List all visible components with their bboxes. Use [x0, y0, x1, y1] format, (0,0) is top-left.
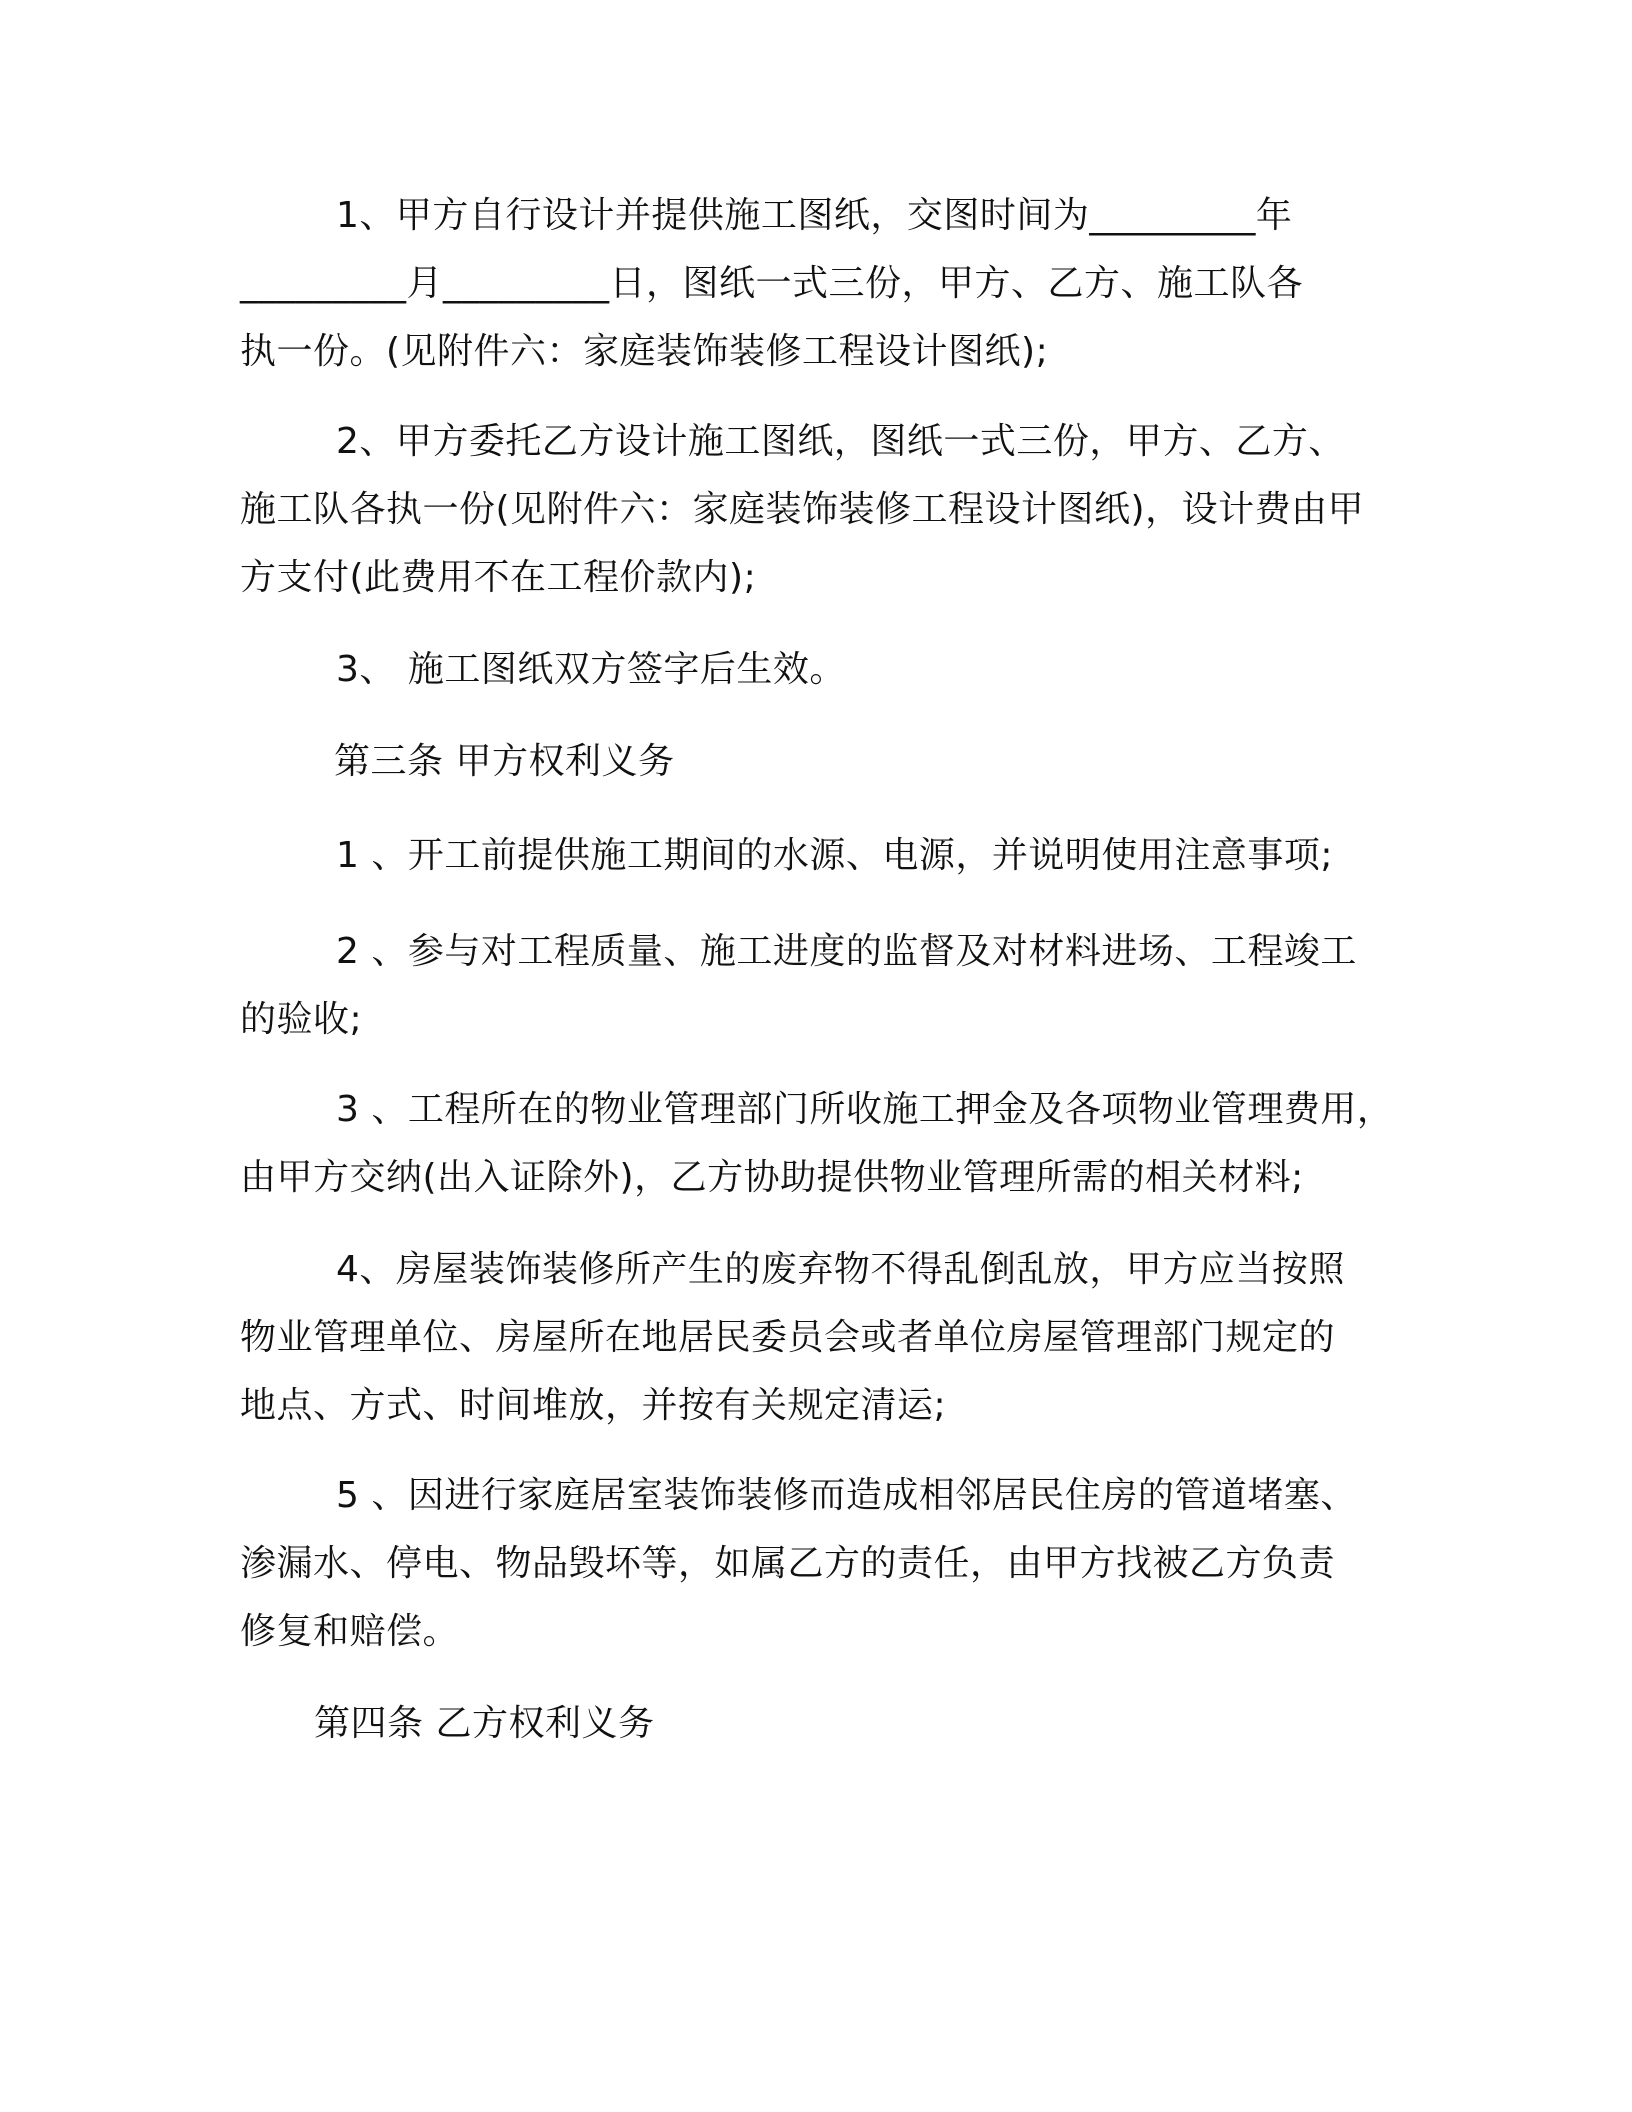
paragraph-party-a-duty-3: [240, 1076, 1400, 1212]
text-line: 由甲方交纳(出入证除外)，乙方协助提供物业管理所需的相关材料;: [240, 1157, 1304, 1198]
section-heading-article-4: [314, 1690, 654, 1758]
section-heading-article-3: [334, 728, 674, 796]
paragraph-party-a-duty-4: [240, 1236, 1400, 1440]
text-line: 修复和赔偿。: [240, 1611, 460, 1652]
paragraph-party-a-duty-1: [240, 822, 1400, 890]
text-line: 物业管理单位、房屋所在地居民委员会或者单位房屋管理部门规定的: [240, 1317, 1336, 1358]
text-line: 的验收;: [240, 999, 363, 1040]
text-line: 执一份。(见附件六：家庭装饰装修工程设计图纸);: [240, 331, 1049, 372]
heading-text: 第四条 乙方权利义务: [314, 1703, 655, 1744]
paragraph-party-a-duty-5: [240, 1462, 1400, 1666]
text-line: 方支付(此费用不在工程价款内);: [240, 557, 757, 598]
text-line: 1 、开工前提供施工期间的水源、电源，并说明使用注意事项;: [336, 835, 1333, 876]
text-line: 3、 施工图纸双方签字后生效。: [336, 649, 846, 690]
text-line: 1、甲方自行设计并提供施工图纸，交图时间为_________年: [336, 195, 1293, 236]
text-line: 地点、方式、时间堆放，并按有关规定清运;: [240, 1385, 947, 1426]
text-line: 施工队各执一份(见附件六：家庭装饰装修工程设计图纸)，设计费由甲: [240, 489, 1365, 530]
text-line: 渗漏水、停电、物品毁坏等，如属乙方的责任，由甲方找被乙方负责: [240, 1543, 1336, 1584]
text-line: 5 、因进行家庭居室装饰装修而造成相邻居民住房的管道堵塞、: [336, 1475, 1357, 1516]
text-line: 3 、工程所在的物业管理部门所收施工押金及各项物业管理费用，: [336, 1089, 1394, 1130]
heading-text: 第三条 甲方权利义务: [334, 741, 675, 782]
paragraph-drawing-provision-3: [240, 636, 1400, 704]
paragraph-drawing-provision-1: [240, 182, 1400, 386]
text-line: 4、房屋装饰装修所产生的废弃物不得乱倒乱放，甲方应当按照: [336, 1249, 1345, 1290]
text-line: 2 、参与对工程质量、施工进度的监督及对材料进场、工程竣工: [336, 931, 1357, 972]
paragraph-drawing-provision-2: [240, 408, 1400, 612]
text-line: _________月_________日，图纸一式三份，甲方、乙方、施工队各: [240, 263, 1304, 304]
paragraph-party-a-duty-2: [240, 918, 1400, 1054]
text-line: 2、甲方委托乙方设计施工图纸，图纸一式三份，甲方、乙方、: [336, 421, 1345, 462]
